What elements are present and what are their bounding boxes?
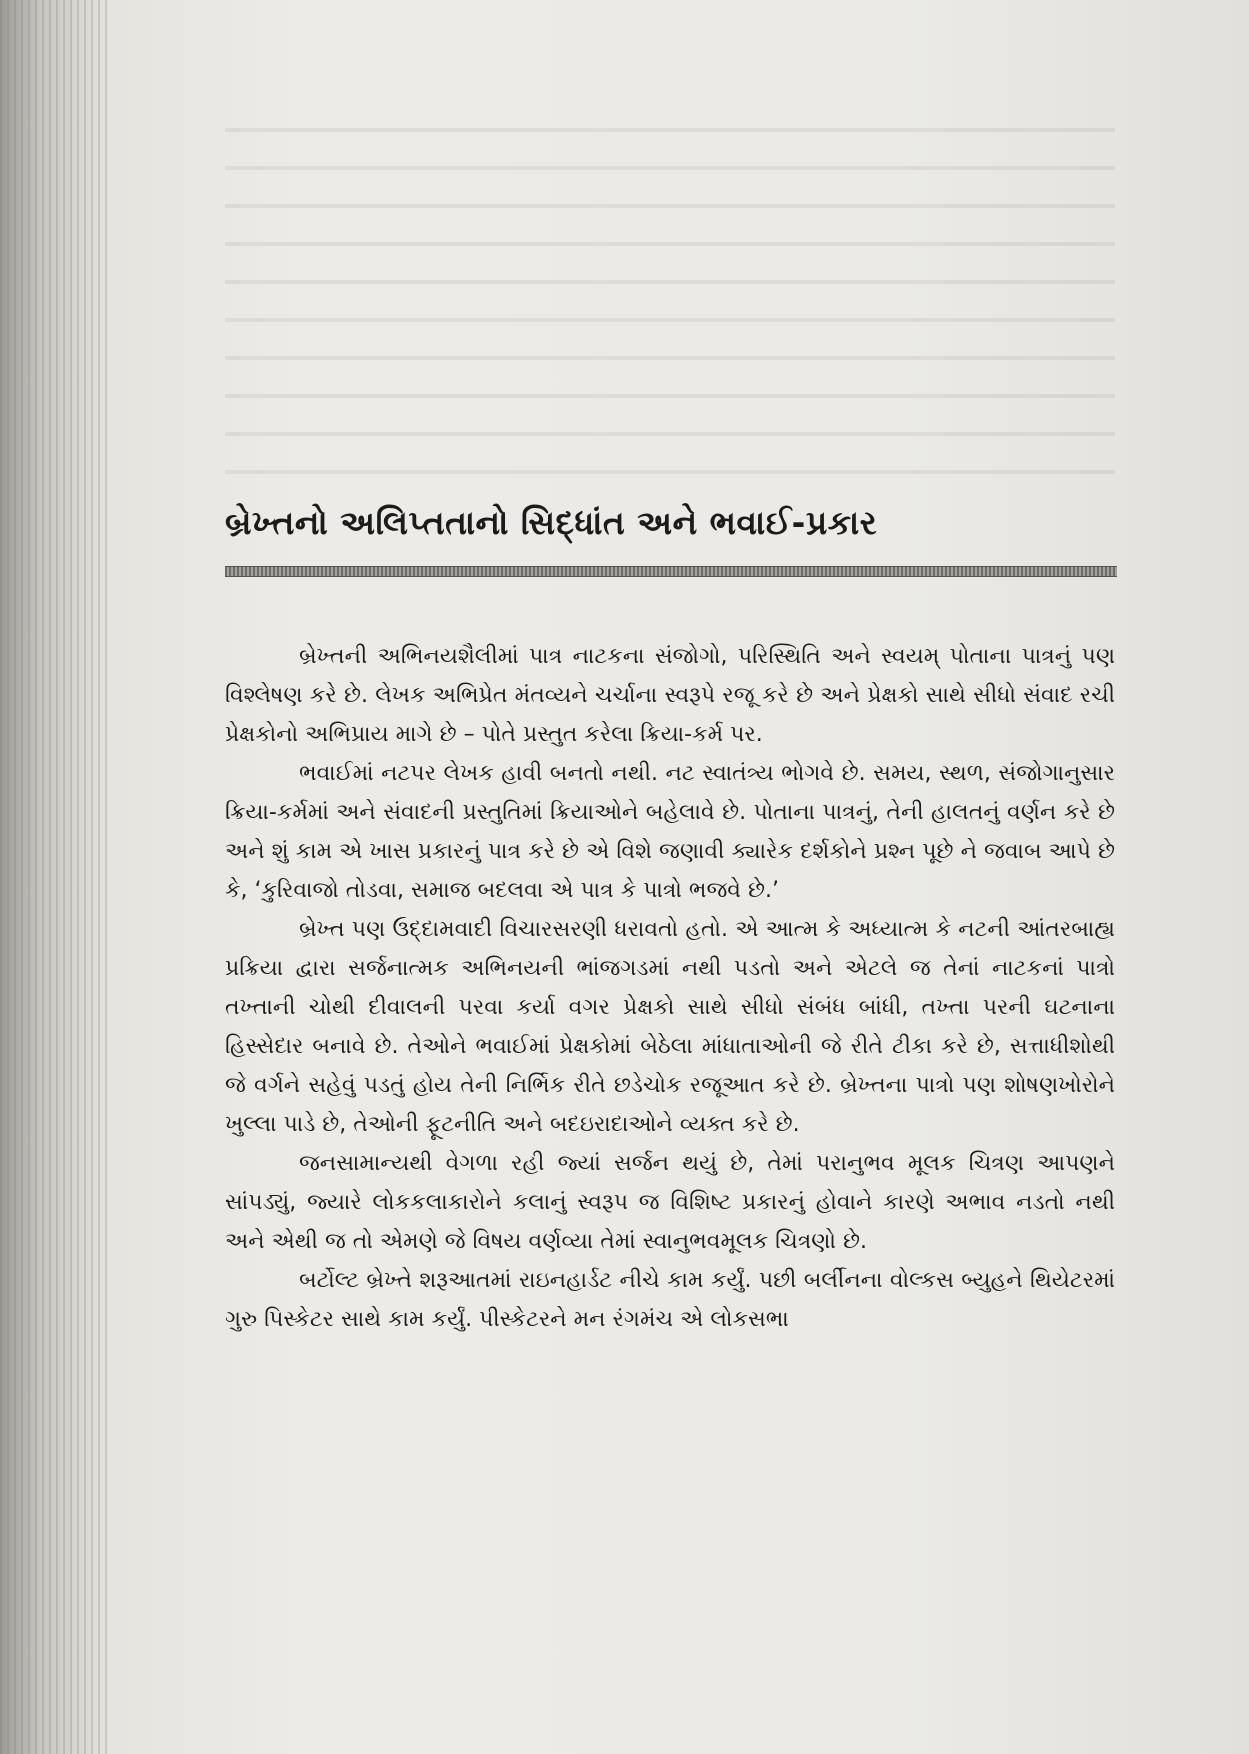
- title-divider: [225, 566, 1117, 577]
- chapter-title: બ્રેખ્તનો અલિપ્તતાનો સિદ્ધાંત અને ભવાઈ-પ્રકાર: [225, 503, 878, 542]
- paragraph: ભવાઈમાં નટપર લેખક હાવી બનતો નથી. નટ સ્વાતંત્ર્ય ભોગવે છે. સમય, સ્થળ, સંજોગાનુસાર ક્રિયા-કર્મમાં અને સંવાદની પ્રસ્તુતિમાં ક્રિયાઓને બહેલાવે છે. પોતાના પાત્રનું, તેની હાલતનું વર્ણન કરે છે અને શું કામ એ ખાસ પ્રકારનું પાત્ર કરે છે એ વિશે જણાવી ક્યારેક દર્શકોને પ્રશ્ન પૂછે ને જવાબ આપે છે કે, ‘કુરિવાજો તોડવા, સમાજ બદલવા એ પાત્ર કે પાત્રો ભજવે છે.’: [225, 761, 1115, 903]
- paragraph: બ્રેખ્તની અભિનયશૈલીમાં પાત્ર નાટકના સંજોગો, પરિસ્થિતિ અને સ્વયમ્ પોતાના પાત્રનું પણ વિશ્લેષણ કરે છે. લેખક અભિપ્રેત મંતવ્યને ચર્ચાના સ્વરૂપે રજૂ કરે છે અને પ્રેક્ષકો સાથે સીધો સંવાદ રચી પ્રેક્ષકોનો અભિપ્રાય માગે છે – પોતે પ્રસ્તુત કરેલા ક્રિયા-કર્મ પર.: [225, 644, 1115, 747]
- paragraph: બર્ટોલ્ટ બ્રેખ્તે શરૂઆતમાં રાઇનહાર્ડટ નીચે કામ કર્યું. પછી બર્લીનના વોલ્કસ બ્યુહને થિયેટરમાં ગુરુ પિસ્કેટર સાથે કામ કર્યું. પીસ્કેટરને મન રંગમંચ એ લોકસભા: [225, 1268, 1115, 1332]
- paragraph: બ્રેખ્ત પણ ઉદ્દામવાદી વિચારસરણી ધરાવતો હતો. એ આત્મ કે અધ્યાત્મ કે નટની આંતરબાહ્ય પ્રક્રિયા દ્વારા સર્જનાત્મક અભિનયની ભાંજગડમાં નથી પડતો અને એટલે જ તેનાં નાટકનાં પાત્રો તખ્તાની ચોથી દીવાલની પરવા કર્યા વગર પ્રેક્ષકો સાથે સીધો સંબંધ બાંધી, તખ્તા પરની ઘટનાના હિસ્સેદાર બનાવે છે. તેઓને ભવાઈમાં પ્રેક્ષકોમાં બેઠેલા માંધાતાઓની જે રીતે ટીકા કરે છે, સત્તાધીશોથી જે વર્ગને સહેવું પડતું હોય તેની નિર્ભિક રીતે છડેચોક રજૂઆત કરે છે. બ્રેખ્તના પાત્રો પણ શોષણખોરોને ખુલ્લા પાડે છે, તેઓની ફૂટનીતિ અને બદઇરાદાઓને વ્યક્ત કરે છે.: [225, 917, 1115, 1137]
- page-binding-edge: [0, 0, 110, 1754]
- paragraph: જનસામાન્યથી વેગળા રહી જ્યાં સર્જન થયું છે, તેમાં પરાનુભવ મૂલક ચિત્રણ આપણને સાંપડ્યું, જ્યારે લોકકલાકારોને કલાનું સ્વરૂપ જ વિશિષ્ટ પ્રકારનું હોવાને કારણે અભાવ નડતો નથી અને એથી જ તો એમણે જે વિષય વર્ણવ્યા તેમાં સ્વાનુભવમૂલક ચિત્રણો છે.: [225, 1151, 1115, 1254]
- body-text: [225, 637, 1115, 1339]
- show-through-text: [225, 110, 1115, 490]
